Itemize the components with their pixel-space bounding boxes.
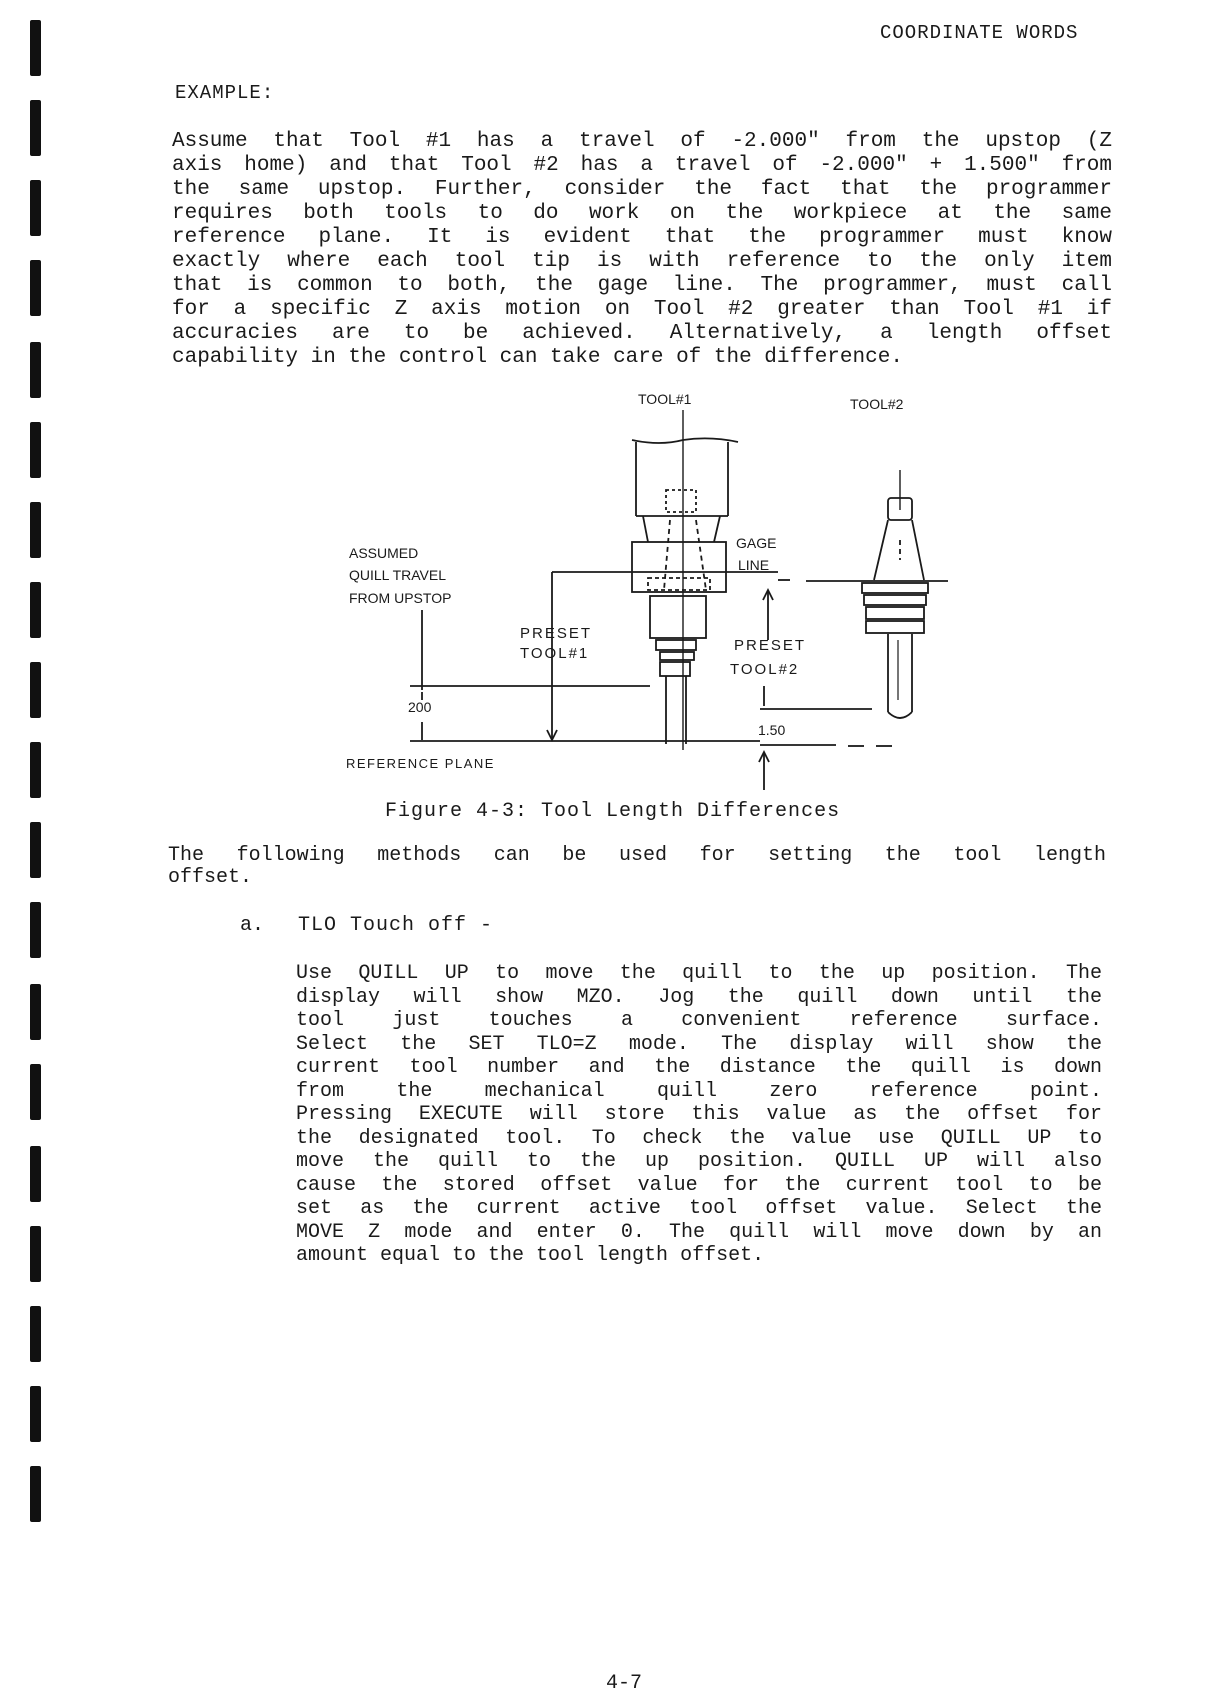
list-item-marker: a.	[240, 914, 265, 937]
page-number: 4-7	[606, 1672, 643, 1695]
paragraph-line: Assume that Tool #1 has a travel of -2.000" from the upstop (Z	[172, 130, 1112, 153]
binding-hole	[30, 180, 41, 236]
tool1-nut-2	[660, 652, 694, 660]
methods-paragraph	[168, 845, 1106, 889]
binding-hole	[30, 260, 41, 316]
binding-strip	[0, 0, 60, 1534]
label-reference-plane: REFERENCE PLANE	[346, 756, 495, 771]
tool1-nut-1	[656, 640, 696, 650]
label-gage-2: LINE	[738, 557, 770, 573]
paragraph-line: Use QUILL UP to move the quill to the up position. The	[296, 962, 1102, 985]
paragraph-line: offset.	[168, 866, 253, 889]
tool2-flange-2	[864, 595, 926, 605]
tool2-flange-1	[862, 583, 928, 593]
tool-length-diagram	[340, 380, 960, 800]
label-preset1-2: TOOL#1	[520, 645, 590, 662]
binding-hole	[30, 1064, 41, 1120]
binding-hole	[30, 822, 41, 878]
tool2-flange-3	[866, 607, 924, 619]
binding-hole	[30, 1386, 41, 1442]
paragraph-line: The following methods can be used for setting the tool length	[168, 844, 1106, 867]
binding-hole	[30, 1226, 41, 1282]
binding-hole	[30, 1466, 41, 1522]
tool1-break-line	[632, 438, 738, 443]
figure-caption: Figure 4-3: Tool Length Differences	[385, 800, 841, 823]
label-tool2: TOOL#2	[850, 396, 904, 412]
label-dim-200: 200	[408, 699, 432, 715]
label-assumed-3: FROM UPSTOP	[349, 590, 452, 606]
example-label: EXAMPLE:	[175, 82, 275, 104]
tool1-hidden-left	[664, 520, 670, 590]
tool1-taper-left	[643, 516, 648, 542]
paragraph-line: the designated tool. To check the value use QUILL UP to	[296, 1126, 1102, 1150]
paragraph-line: set as the current active tool offset value. Select the	[296, 1197, 1102, 1220]
binding-hole	[30, 984, 41, 1040]
tool1-collar	[632, 542, 726, 592]
paragraph-line: requires both tools to do work on the workpiece at the same	[172, 202, 1112, 225]
paragraph-line: the same upstop. Further, consider the fact that the programmer	[172, 178, 1112, 201]
tool1-drawbar	[666, 490, 696, 512]
binding-hole	[30, 662, 41, 718]
binding-hole	[30, 422, 41, 478]
label-gage-1: GAGE	[736, 535, 777, 551]
paragraph-line: accuracies are to be achieved. Alternatively, a length offset	[172, 322, 1112, 345]
tool1-taper-right	[714, 516, 720, 542]
list-item-title: TLO Touch off -	[298, 914, 494, 937]
binding-hole	[30, 20, 41, 76]
tool2-flange-4	[866, 621, 924, 633]
paragraph-line: Pressing EXECUTE will store this value as the offset for	[296, 1103, 1102, 1126]
paragraph-line: for a specific Z axis motion on Tool #2 greater than Tool #1 if	[172, 298, 1112, 321]
tool1-nut-3	[660, 662, 690, 676]
label-preset2-2: TOOL#2	[730, 661, 800, 678]
paragraph-line: tool just touches a convenient reference surface.	[296, 1009, 1102, 1032]
paragraph-line: axis home) and that Tool #2 has a travel of -2.000" + 1.500" from	[172, 154, 1112, 177]
intro-paragraph	[172, 130, 1112, 370]
paragraph-line: MOVE Z mode and enter 0. The quill will move down by an	[296, 1220, 1102, 1244]
tool1-holder	[650, 596, 706, 638]
binding-hole	[30, 502, 41, 558]
tool2-tip	[888, 712, 912, 718]
label-dim-150: 1.50	[758, 722, 786, 738]
section-header: COORDINATE WORDS	[880, 22, 1079, 44]
label-tool1: TOOL#1	[638, 391, 692, 407]
binding-hole	[30, 100, 41, 156]
binding-hole	[30, 1306, 41, 1362]
binding-hole	[30, 902, 41, 958]
label-preset2-1: PRESET	[734, 637, 807, 654]
paragraph-line: move the quill to the up position. QUILL UP will also	[296, 1150, 1102, 1173]
paragraph-line: reference plane. It is evident that the programmer must know	[172, 226, 1112, 249]
paragraph-line: display will show MZO. Jog the quill down until the	[296, 985, 1102, 1009]
label-assumed-2: QUILL TRAVEL	[349, 567, 447, 583]
binding-hole	[30, 1146, 41, 1202]
paragraph-line: current tool number and the distance the quill is down	[296, 1056, 1102, 1079]
label-assumed-1: ASSUMED	[349, 545, 419, 561]
binding-hole	[30, 582, 41, 638]
binding-hole	[30, 742, 41, 798]
tool1-gage-ring	[648, 578, 710, 590]
label-preset1-1: PRESET	[520, 625, 593, 642]
paragraph-line: amount equal to the tool length offset.	[296, 1244, 765, 1267]
paragraph-line: exactly where each tool tip is with reference to the only item	[172, 250, 1112, 273]
tool2-taper	[874, 520, 924, 580]
paragraph-line: that is common to both, the gage line. The programmer, must call	[172, 274, 1112, 297]
paragraph-line: Select the SET TLO=Z mode. The display will show the	[296, 1032, 1102, 1056]
tlo-touch-off-paragraph	[296, 962, 1102, 1268]
paragraph-line: from the mechanical quill zero reference point.	[296, 1079, 1102, 1103]
paragraph-line: capability in the control can take care of the difference.	[172, 346, 903, 369]
paragraph-line: cause the stored offset value for the current tool to be	[296, 1173, 1102, 1197]
binding-hole	[30, 342, 41, 398]
tool1-hidden-right	[696, 520, 706, 590]
